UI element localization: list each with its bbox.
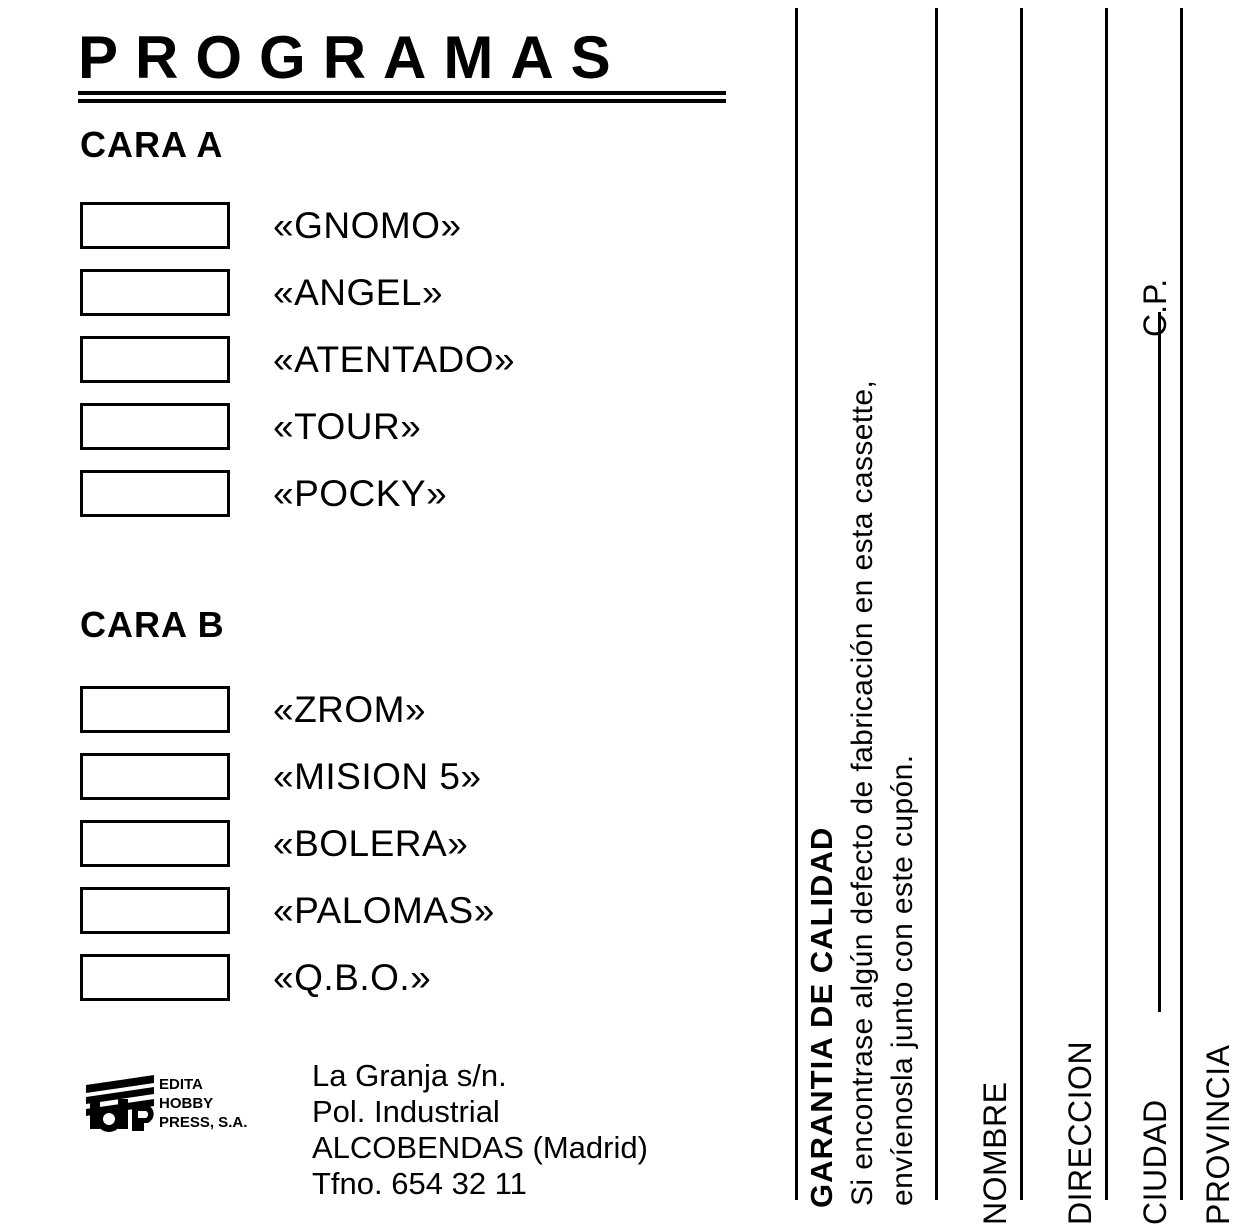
- divider-line: [1105, 8, 1108, 1200]
- track-label: «ATENTADO»: [273, 338, 516, 380]
- track-checkbox[interactable]: [80, 686, 230, 733]
- track-label: «MISION 5»: [273, 755, 482, 797]
- address-line-3: ALCOBENDAS (Madrid): [312, 1129, 648, 1165]
- logo-edita-text: EDITA: [159, 1076, 203, 1093]
- guarantee-line-1: Si encontrase algún defecto de fabricación en esta cassette,: [846, 379, 879, 1206]
- page-title: PROGRAMAS: [78, 24, 628, 91]
- track-label: «GNOMO»: [273, 204, 462, 246]
- track-row[interactable]: [80, 810, 495, 877]
- track-row[interactable]: [80, 944, 495, 1011]
- track-checkbox[interactable]: [80, 820, 230, 867]
- track-checkbox[interactable]: [80, 753, 230, 800]
- postal-code-rule: [1158, 312, 1161, 1012]
- guarantee-title: GARANTIA DE CALIDAD: [804, 826, 839, 1208]
- field-label-provincia[interactable]: PROVINCIA: [1200, 1044, 1236, 1225]
- track-label: «BOLERA»: [273, 822, 469, 864]
- track-checkbox[interactable]: [80, 470, 230, 517]
- track-row[interactable]: [80, 259, 515, 326]
- side-a-heading: CARA A: [80, 124, 224, 165]
- side-b-heading: CARA B: [80, 604, 225, 645]
- divider-line: [1180, 8, 1183, 1200]
- track-label: «TOUR»: [273, 405, 422, 447]
- guarantee-line-2: envíenosla junto con este cupón.: [886, 754, 919, 1206]
- track-label: «Q.B.O.»: [273, 956, 432, 998]
- logo-press-text: PRESS, S.A.: [159, 1114, 248, 1131]
- track-row[interactable]: [80, 676, 495, 743]
- track-label: «POCKY»: [273, 472, 448, 514]
- title-rule-bottom: [78, 99, 726, 103]
- track-row[interactable]: [80, 743, 495, 810]
- track-label: «ANGEL»: [273, 271, 444, 313]
- track-checkbox[interactable]: [80, 887, 230, 934]
- divider-line: [1020, 8, 1023, 1200]
- field-label-nombre[interactable]: NOMBRE: [977, 1081, 1013, 1225]
- divider-line: [935, 8, 938, 1200]
- track-row[interactable]: [80, 877, 495, 944]
- track-row[interactable]: [80, 460, 515, 527]
- address-line-2: Pol. Industrial: [312, 1093, 500, 1129]
- track-checkbox[interactable]: [80, 403, 230, 450]
- field-label-postal-code[interactable]: C.P.: [1137, 278, 1173, 337]
- field-label-ciudad[interactable]: CIUDAD: [1137, 1099, 1173, 1225]
- side-a-track-list: [80, 192, 515, 527]
- page-title-wrapper: [78, 26, 728, 103]
- address-line-1: La Granja s/n.: [312, 1058, 507, 1093]
- track-checkbox[interactable]: [80, 202, 230, 249]
- track-checkbox[interactable]: [80, 269, 230, 316]
- side-b-track-list: [80, 676, 495, 1011]
- title-rule-top: [78, 91, 726, 95]
- publisher-address: [312, 1058, 648, 1202]
- track-label: «ZROM»: [273, 688, 427, 730]
- divider-line: [795, 8, 798, 1200]
- track-row[interactable]: [80, 326, 515, 393]
- track-row[interactable]: [80, 192, 515, 259]
- field-label-direccion[interactable]: DIRECCION: [1062, 1040, 1098, 1225]
- address-line-4: Tfno. 654 32 11: [312, 1165, 527, 1201]
- track-checkbox[interactable]: [80, 336, 230, 383]
- track-checkbox[interactable]: [80, 954, 230, 1001]
- hobby-press-logo: [84, 1063, 254, 1143]
- logo-hobby-text: HOBBY: [159, 1095, 214, 1112]
- hobby-press-logo-icon: [84, 1063, 254, 1143]
- track-label: «PALOMAS»: [273, 889, 495, 931]
- track-row[interactable]: [80, 393, 515, 460]
